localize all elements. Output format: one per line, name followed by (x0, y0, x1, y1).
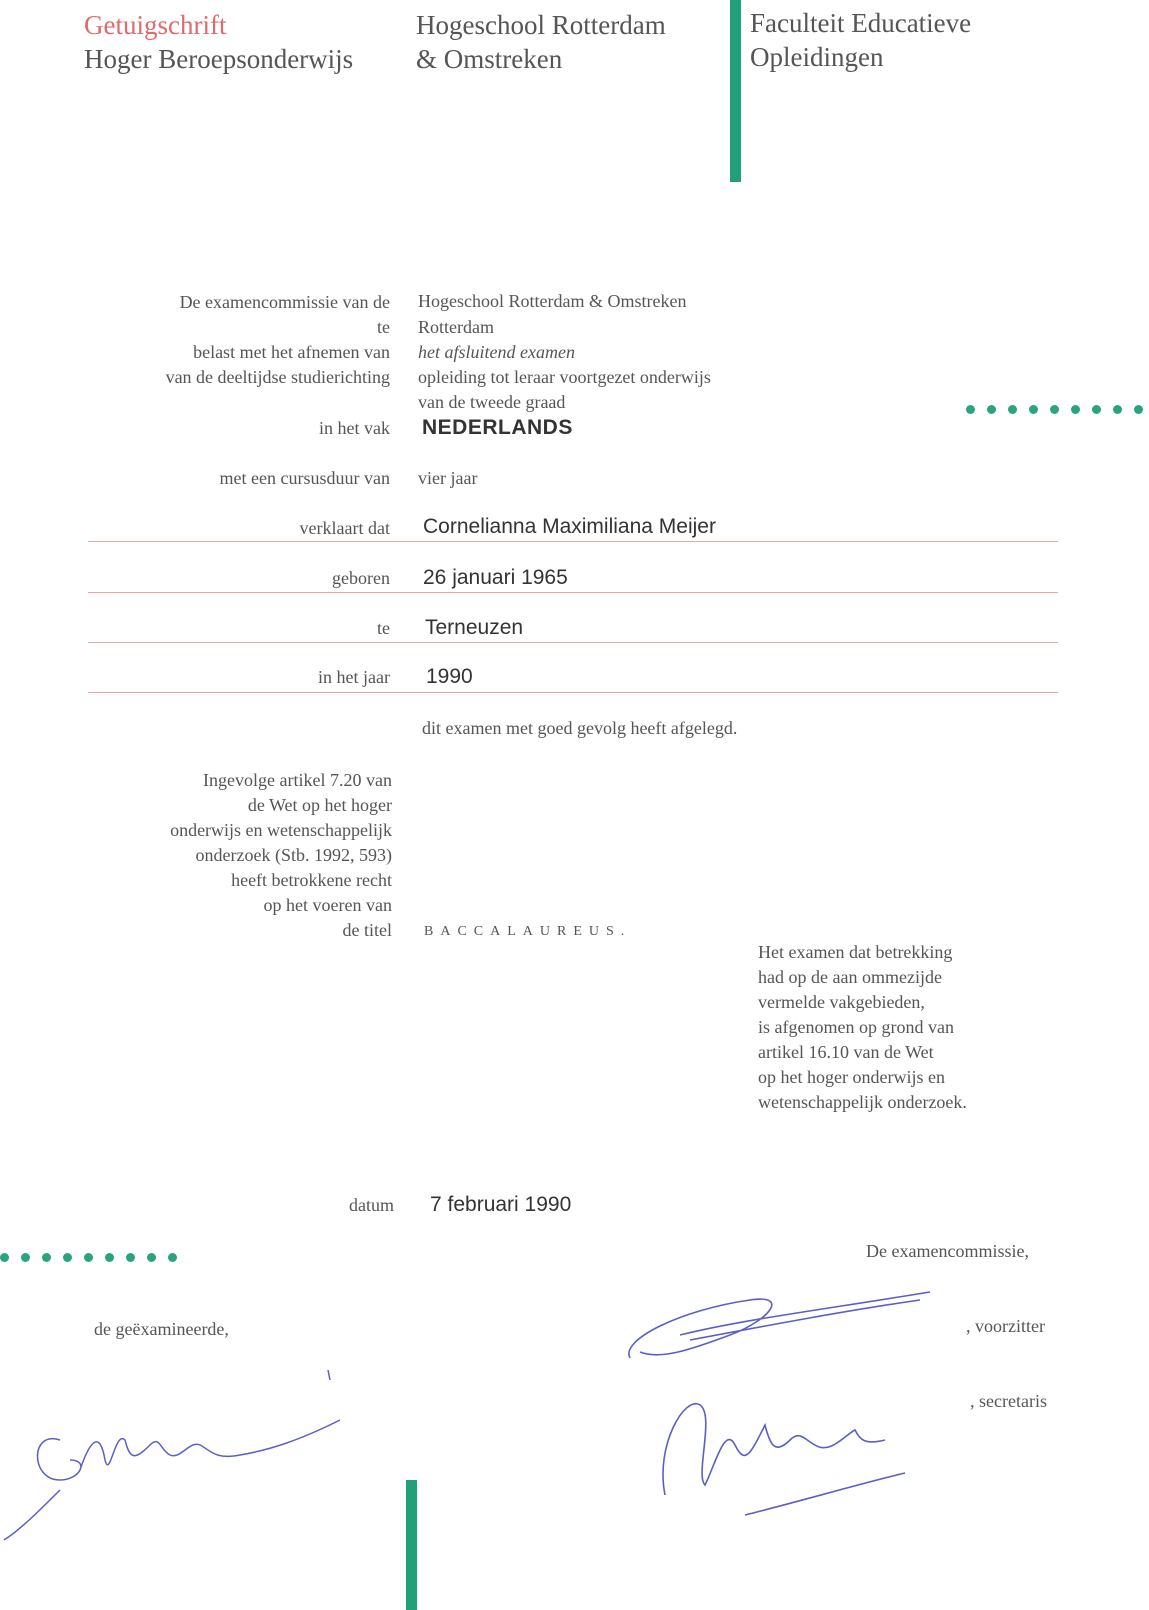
label-duur: met een cursusduur van (219, 468, 390, 488)
commission-label: De examencommissie, (866, 1241, 1029, 1261)
article-text: Ingevolge artikel 7.20 van de Wet op het hoger onderwijs en wetenschappelijk onderzoek (Stb. 1992, 593) heeft betrokkene recht op het voeren van de titel (170, 770, 392, 940)
rule-name (88, 541, 1058, 542)
label-belast: belast met het afnemen van (193, 342, 390, 362)
value-duur: vier jaar (418, 468, 478, 488)
label-commission: De examencommissie van de (179, 292, 390, 312)
certificate-heading: Getuigschrift (84, 10, 227, 40)
passed-statement: dit examen met goed gevolg heeft afgelegd. (422, 718, 738, 738)
rule-year (88, 692, 1058, 693)
value-datum: 7 februari 1990 (430, 1193, 572, 1216)
label-te: te (377, 317, 390, 337)
value-institution: Hogeschool Rotterdam & Omstreken (418, 291, 687, 311)
label-jaar: in het jaar (318, 667, 390, 687)
value-birthplace: Terneuzen (425, 616, 524, 639)
value-study: opleiding tot leraar voortgezet onderwijs (418, 367, 711, 387)
value-name: Cornelianna Maximiliana Meijer (423, 515, 716, 538)
label-vak: in het vak (319, 418, 390, 438)
label-verklaart: verklaart dat (299, 518, 390, 538)
label-geboren: geboren (332, 568, 390, 588)
label-datum: datum (349, 1195, 394, 1215)
chair-signature (620, 1280, 940, 1370)
header-green-bar (730, 0, 741, 182)
value-year: 1990 (426, 665, 473, 688)
value-exam: het afsluitend examen (418, 342, 575, 362)
value-city: Rotterdam (418, 317, 494, 337)
institution-name-line2: & Omstreken (416, 44, 563, 74)
examinee-label: de geëxamineerde, (94, 1319, 229, 1339)
faculty-name-line1: Faculteit Educatieve (750, 8, 972, 38)
awarded-title: BACCALAUREUS. (424, 924, 632, 939)
value-degree-level: van de tweede graad (418, 392, 566, 412)
chair-label: , voorzitter (966, 1316, 1045, 1336)
faculty-name-line2: Opleidingen (750, 42, 884, 72)
institution-name-line1: Hogeschool Rotterdam (416, 10, 666, 40)
secretary-signature (655, 1385, 935, 1525)
examinee-signature (0, 1370, 360, 1550)
label-studierichting: van de deeltijdse studierichting (165, 367, 390, 387)
label-birthplace: te (377, 618, 390, 638)
secretary-label: , secretaris (970, 1391, 1047, 1411)
rule-birthplace (88, 642, 1058, 643)
legal-note: Het examen dat betrekking had op de aan ommezijde vermelde vakgebieden, is afgenomen op grond van artikel 16.10 van de Wet op het hoger onderwijs en wetenschappelijk onderzoek. (758, 942, 967, 1112)
value-birthdate: 26 januari 1965 (423, 566, 568, 589)
certificate-subheading: Hoger Beroepsonderwijs (84, 44, 354, 74)
value-vak: NEDERLANDS (422, 416, 573, 439)
footer-green-bar (406, 1480, 417, 1610)
rule-birthdate (88, 592, 1058, 593)
